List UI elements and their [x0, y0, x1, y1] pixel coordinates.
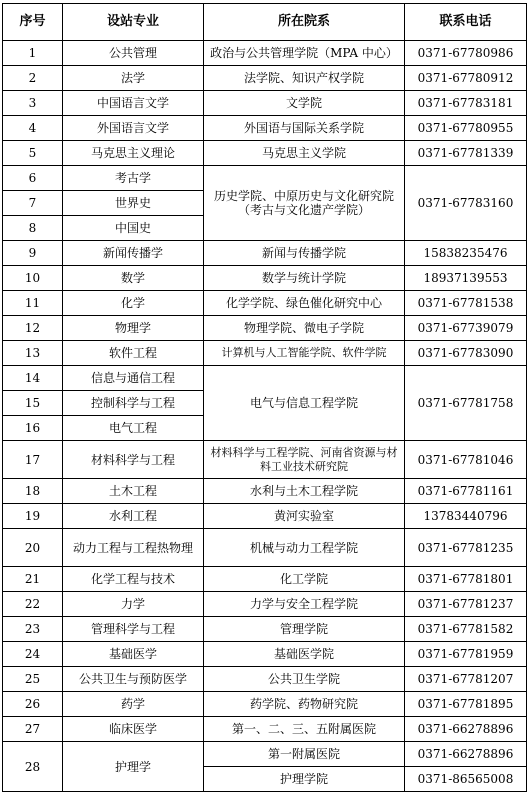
- row-college: 化学学院、绿色催化研究中心: [204, 291, 405, 316]
- row-major: 公共管理: [63, 41, 204, 66]
- row-phone: 0371-67781801: [405, 567, 527, 592]
- row-seq: 8: [3, 216, 63, 241]
- table-row: [3, 692, 527, 717]
- row-college: 物理学院、微电子学院: [204, 316, 405, 341]
- table-row: [3, 567, 527, 592]
- row-phone: 0371-67781161: [405, 479, 527, 504]
- row-college: 电气与信息工程学院: [204, 366, 405, 441]
- row-phone: 13783440796: [405, 504, 527, 529]
- row-phone: 0371-67780912: [405, 66, 527, 91]
- row-seq: 21: [3, 567, 63, 592]
- row-college: 材料科学与工程学院、河南省资源与材料工业技术研究院: [204, 441, 405, 479]
- row-seq: 23: [3, 617, 63, 642]
- row-phone: 15838235476: [405, 241, 527, 266]
- row-seq: 26: [3, 692, 63, 717]
- row-major: 药学: [63, 692, 204, 717]
- row-seq: 20: [3, 529, 63, 567]
- row-seq: 2: [3, 66, 63, 91]
- row-major: 基础医学: [63, 642, 204, 667]
- row-phone: 0371-67781895: [405, 692, 527, 717]
- row-seq: 5: [3, 141, 63, 166]
- table-row: [3, 266, 527, 291]
- table-row: [3, 241, 527, 266]
- table-row: [3, 91, 527, 116]
- row-seq: 15: [3, 391, 63, 416]
- row-seq: 9: [3, 241, 63, 266]
- row-major: 信息与通信工程: [63, 366, 204, 391]
- row-phone: 0371-67783090: [405, 341, 527, 366]
- row-major: 马克思主义理论: [63, 141, 204, 166]
- row-college: 力学与安全工程学院: [204, 592, 405, 617]
- row-seq: 24: [3, 642, 63, 667]
- row-seq: 11: [3, 291, 63, 316]
- row-phone: 18937139553: [405, 266, 527, 291]
- row-seq: 28: [3, 742, 63, 792]
- row-phone: 0371-66278896: [405, 742, 527, 767]
- header-seq: 序号: [3, 4, 63, 41]
- row-major: 临床医学: [63, 717, 204, 742]
- row-seq: 4: [3, 116, 63, 141]
- row-phone: 0371-67781582: [405, 617, 527, 642]
- row-major: 控制科学与工程: [63, 391, 204, 416]
- row-phone: 0371-67781959: [405, 642, 527, 667]
- row-major: 法学: [63, 66, 204, 91]
- row-major: 化学: [63, 291, 204, 316]
- row-seq: 17: [3, 441, 63, 479]
- row-major: 材料科学与工程: [63, 441, 204, 479]
- row-major: 世界史: [63, 191, 204, 216]
- row-college: 法学院、知识产权学院: [204, 66, 405, 91]
- table-row: [3, 141, 527, 166]
- table-row: [3, 41, 527, 66]
- table-row: [3, 717, 527, 742]
- row-major: 水利工程: [63, 504, 204, 529]
- row-college: 药学院、药物研究院: [204, 692, 405, 717]
- table-row: [3, 166, 527, 191]
- row-college: 机械与动力工程学院: [204, 529, 405, 567]
- row-seq: 25: [3, 667, 63, 692]
- table-row: [3, 742, 527, 767]
- row-college: 外国语与国际关系学院: [204, 116, 405, 141]
- row-college: 黄河实验室: [204, 504, 405, 529]
- row-phone: 0371-67783181: [405, 91, 527, 116]
- row-seq: 6: [3, 166, 63, 191]
- table-row: [3, 479, 527, 504]
- table-row: [3, 341, 527, 366]
- row-seq: 1: [3, 41, 63, 66]
- row-seq: 7: [3, 191, 63, 216]
- row-major: 公共卫生与预防医学: [63, 667, 204, 692]
- row-phone: 0371-67781046: [405, 441, 527, 479]
- row-major: 软件工程: [63, 341, 204, 366]
- table-row: [3, 642, 527, 667]
- row-major: 电气工程: [63, 416, 204, 441]
- row-college: 政治与公共管理学院（MPA 中心）: [204, 41, 405, 66]
- table-row: [3, 617, 527, 642]
- table-row: [3, 529, 527, 567]
- row-major: 土木工程: [63, 479, 204, 504]
- row-major: 护理学: [63, 742, 204, 792]
- row-college: 计算机与人工智能学院、软件学院: [204, 341, 405, 366]
- row-seq: 18: [3, 479, 63, 504]
- row-seq: 10: [3, 266, 63, 291]
- row-phone: 0371-67781237: [405, 592, 527, 617]
- table-header-row: [3, 4, 527, 41]
- row-college: 历史学院、中原历史与文化研究院（考古与文化遗产学院）: [204, 166, 405, 241]
- row-college: 文学院: [204, 91, 405, 116]
- row-seq: 22: [3, 592, 63, 617]
- table-row: [3, 66, 527, 91]
- row-major: 化学工程与技术: [63, 567, 204, 592]
- row-phone: 0371-67739079: [405, 316, 527, 341]
- row-college: 水利与土木工程学院: [204, 479, 405, 504]
- table-row: [3, 291, 527, 316]
- row-major: 力学: [63, 592, 204, 617]
- row-phone: 0371-66278896: [405, 717, 527, 742]
- table-row: [3, 441, 527, 479]
- table-row: [3, 592, 527, 617]
- specialty-contact-table: [2, 3, 527, 792]
- table-row: [3, 667, 527, 692]
- row-college: 第一附属医院: [204, 742, 405, 767]
- header-major: 设站专业: [63, 4, 204, 41]
- row-seq: 3: [3, 91, 63, 116]
- row-college: 化工学院: [204, 567, 405, 592]
- row-college: 新闻与传播学院: [204, 241, 405, 266]
- header-college: 所在院系: [204, 4, 405, 41]
- row-college: 数学与统计学院: [204, 266, 405, 291]
- row-major: 数学: [63, 266, 204, 291]
- row-major: 考古学: [63, 166, 204, 191]
- row-major: 中国史: [63, 216, 204, 241]
- row-phone: 0371-67781538: [405, 291, 527, 316]
- row-seq: 19: [3, 504, 63, 529]
- row-seq: 16: [3, 416, 63, 441]
- row-seq: 27: [3, 717, 63, 742]
- row-major: 动力工程与工程热物理: [63, 529, 204, 567]
- row-major: 管理科学与工程: [63, 617, 204, 642]
- row-college: 第一、二、三、五附属医院: [204, 717, 405, 742]
- row-major: 外国语言文学: [63, 116, 204, 141]
- row-phone: 0371-67780986: [405, 41, 527, 66]
- row-major: 中国语言文学: [63, 91, 204, 116]
- row-college: 护理学院: [204, 767, 405, 792]
- row-phone: 0371-67780955: [405, 116, 527, 141]
- row-phone: 0371-67781207: [405, 667, 527, 692]
- row-major: 新闻传播学: [63, 241, 204, 266]
- row-seq: 12: [3, 316, 63, 341]
- row-phone: 0371-86565008: [405, 767, 527, 792]
- table-row: [3, 316, 527, 341]
- row-college: 管理学院: [204, 617, 405, 642]
- header-phone: 联系电话: [405, 4, 527, 41]
- row-college: 马克思主义学院: [204, 141, 405, 166]
- table-row: [3, 116, 527, 141]
- row-major: 物理学: [63, 316, 204, 341]
- row-phone: 0371-67781758: [405, 366, 527, 441]
- row-college: 公共卫生学院: [204, 667, 405, 692]
- row-phone: 0371-67781339: [405, 141, 527, 166]
- table-row: [3, 504, 527, 529]
- row-phone: 0371-67783160: [405, 166, 527, 241]
- row-seq: 14: [3, 366, 63, 391]
- row-phone: 0371-67781235: [405, 529, 527, 567]
- table-row: [3, 366, 527, 391]
- row-college: 基础医学院: [204, 642, 405, 667]
- row-seq: 13: [3, 341, 63, 366]
